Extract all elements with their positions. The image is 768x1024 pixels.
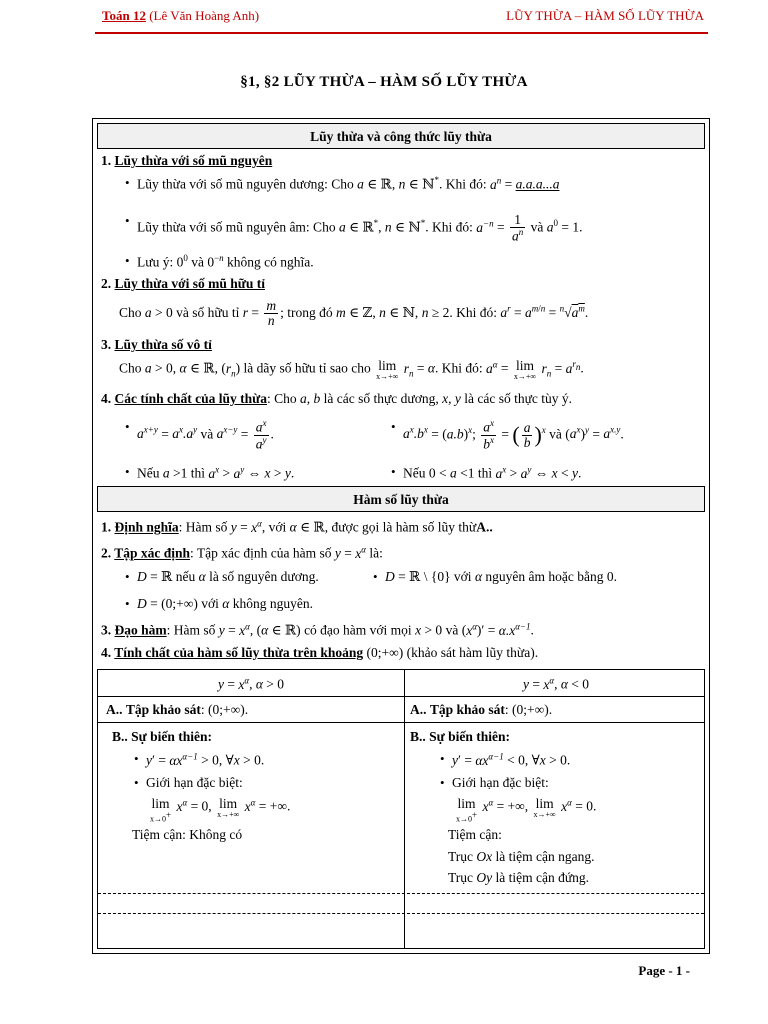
domain-case-non-integer: • D = (0;+∞) với α không nguyên. [137,596,313,612]
heading-irrational-exponent: 3. Lũy thừa số vô tỉ [101,337,212,352]
derivative-line: 3. Đạo hàm: Hàm số $y = x^\alpha$, (α ∈ ℝ) có đạo hàm với mọi x > 0 và $(x^\alpha)' = \alpha.x^{\alpha-1}$. [101,621,534,638]
bullet-negative-integer: • Lũy thừa với số mũ nguyên âm: Cho a ∈ ℝ*, n ∈ ℕ*. Khi đó: $a^{-n}$ = $\frac{1}{a^n}$ và $a^0 = 1$. [137,213,582,244]
author-name: (Lê Văn Hoàng Anh) [149,8,260,23]
table-row-rule [98,722,704,723]
definition-line: 1. Định nghĩa: Hàm số $y = x^\alpha$, với α ∈ ℝ, được gọi là hàm số lũy thừA.. [101,518,493,535]
table-column-divider [404,670,405,948]
property-product-power: • $a^x.b^x = (a.b)^x$; $\frac{a^x}{b^x}$ = ( $\frac{a}{b}$ )$^x$ và $(a^x)^y = a^{x.y}$. [403,419,624,451]
header-rule [95,32,708,34]
course-name: Toán 12 [102,8,146,23]
bullet-note: • Lưu ý: $0^0$ và $0^{-n}$ không có nghĩa. [137,253,314,271]
header-topic: LŨY THỪA – HÀM SỐ LŨY THỪA [506,8,704,23]
properties-heading: 4. Tính chất của hàm số lũy thừa trên khoảng (0;+∞) (khảo sát hàm lũy thừa). [101,645,539,660]
rational-exponent-text: Cho a > 0 và số hữu tỉ r = $\frac{m}{n}$ ; trong đó m ∈ ℤ, n ∈ ℕ, n ≥ 2. Khi đó: $a^r = a^{m/n} = ^n√a^m$. [119,298,589,329]
table-dashed-rule-2 [98,913,704,914]
table-header-alpha-negative: $y = x^\alpha$, α < 0 [522,675,590,692]
right-variation-heading: B.. Sự biến thiên: [410,729,511,744]
section-band-powers: Lũy thừa và công thức lũy thừa [97,123,705,149]
table-dashed-rule [98,893,704,894]
right-limits: lim x→0+ $x^\alpha$ = +∞, lim x→+∞ $x^\alpha = 0$. [456,796,597,824]
table-header-alpha-positive: $y = x^\alpha$, α > 0 [217,675,285,692]
section-band-power-function: Hàm số lũy thừa [97,486,705,512]
left-variation-heading: B.. Sự biến thiên: [112,729,213,744]
bullet-positive-integer: • Lũy thừa với số mũ nguyên dương: Cho a ∈ ℝ, n ∈ ℕ*. Khi đó: $a^n = a.a.a...a$ [137,175,559,193]
domain-case-negative-int: • D = ℝ \ {0} với α nguyên âm hoặc bằng 0. [385,569,617,585]
heading-properties: 4. Các tính chất của lũy thừa: Cho a, b là các số thực dương, x, y là các số thực tùy ý. [101,391,573,406]
property-sum-difference: • $a^{x+y} = a^x.a^y$ và $a^{x-y}$ = $\frac{a^x}{a^y}$ . [137,419,274,451]
left-asymptote: Tiệm cận: Không có [132,827,243,842]
property-base-less-one: • Nếu 0 < a <1 thì $a^x > a^y$ ⇔ x < y. [403,464,581,482]
right-limits-label: • Giới hạn đặc biệt: [452,775,549,791]
right-derivative: • $y' = \alpha x^{\alpha-1} < 0$, ∀x > 0. [452,751,570,769]
right-domain-row: A.. Tập khảo sát: (0;+∞). [410,702,553,717]
right-vertical-asymptote: Trục Oy là tiệm cận đứng. [448,870,590,885]
comparison-table [97,669,705,949]
left-derivative: • $y' = \alpha x^{\alpha-1} > 0$, ∀x > 0. [146,751,264,769]
header-course [102,8,259,24]
heading-rational-exponent: 2. Lũy thừa với số mũ hữu tỉ [101,276,265,291]
page-title: §1, §2 LŨY THỪA – HÀM SỐ LŨY THỪA [240,74,528,90]
content-frame [92,118,710,954]
irrational-exponent-text: Cho a > 0, α ∈ ℝ, $(r_n)$ là dãy số hữu tỉ sao cho lim x→+∞ $r_n = \alpha$. Khi đó: $a^\alpha = \lim$ x→+∞ $r_n = a^{r_n}$. [119,358,584,381]
heading-integer-exponent: 1. Lũy thừa với số mũ nguyên [101,153,273,168]
domain-line: 2. Tập xác định: Tập xác định của hàm số $y = x^\alpha$ là: [101,544,383,561]
left-domain-row: A.. Tập khảo sát: (0;+∞). [106,702,249,717]
right-horizontal-asymptote: Trục Ox là tiệm cận ngang. [448,849,595,864]
domain-case-positive-int: • D = ℝ nếu α là số nguyên dương. [137,569,319,585]
table-header-rule [98,696,704,697]
page-number: Page - 1 - [638,963,690,978]
right-asymptote: Tiệm cận: [448,827,502,842]
left-limits-label: • Giới hạn đặc biệt: [146,775,243,791]
left-limits: lim x→0+ $x^\alpha = 0$, lim x→+∞ $x^\alpha$ = +∞. [150,796,291,824]
property-base-greater-one: • Nếu a >1 thì $a^x > a^y$ ⇔ x > y. [137,464,294,482]
